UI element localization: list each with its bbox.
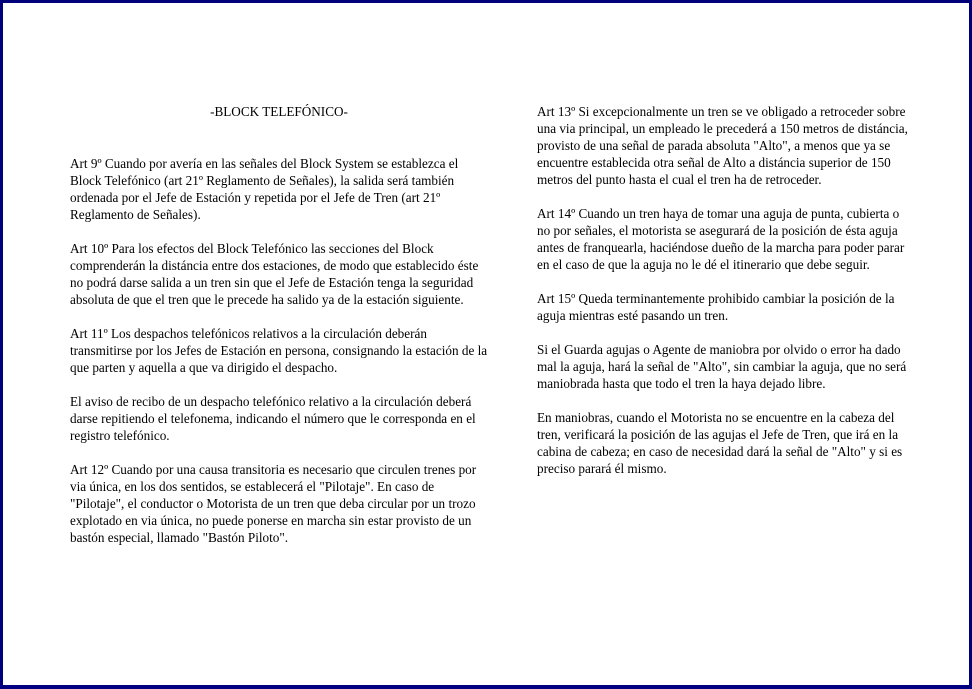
- paragraph-art-9: Art 9º Cuando por avería en las señales del Block System se establezca el Block Telefónico (art 21º Reglamento de Señales), la salida será también ordenada por el Jefe de Estación y repetida por el Jefe de Tren (art 21º Reglamento de Señales).: [70, 156, 459, 222]
- paragraph-art-10: Art 10º Para los efectos del Block Telefónico las secciones del Block comprenderán la distáncia entre dos estaciones, de modo que establecido éste no podrá darse salida a un tren sin que el Jefe de Estación tenga la seguridad absoluta de que el tren que le precede ha salido ya de la estación siguiente.: [70, 241, 479, 307]
- paragraph-art-13: Art 13º Si excepcionalmente un tren se ve obligado a retroceder sobre una via principal, un empleado le precederá a 150 metros de distáncia, provisto de una señal de parada absoluta "Alto", a menos que ya se encuentre establecida otra señal de Alto a distáncia superior de 150 metros del punto hasta el cual el tren ha de retroceder.: [537, 104, 908, 187]
- paragraph-art-12: Art 12º Cuando por una causa transitoria es necesario que circulen trenes por via única, en los dos sentidos, se establecerá el "Pilotaje". En caso de "Pilotaje", el conductor o Motorista de un tren que deba circular por un trozo explotado en via única, no puede ponerse en marcha sin estar provisto de un bastón especial, llamado "Bastón Piloto".: [70, 462, 477, 545]
- right-column: [537, 103, 912, 477]
- left-column: [70, 103, 488, 546]
- document-title: -BLOCK TELEFÓNICO-: [210, 104, 348, 119]
- paragraph-maniobras: En maniobras, cuando el Motorista no se encuentre en la cabeza del tren, verificará la posición de las agujas el Jefe de Tren, que irá en la cabina de cabeza; en caso de necesidad dará la señal de "Alto" y si es preciso parará él mismo.: [537, 410, 903, 476]
- paragraph-art-11: Art 11º Los despachos telefónicos relativos a la circulación deberán transmitirse por los Jefes de Estación en persona, consignando la estación de la que parten y aquella a que va dirigido el despacho.: [70, 326, 488, 375]
- paragraph-aviso-recibo: El aviso de recibo de un despacho telefónico relativo a la circulación deberá darse repitiendo el telefonema, indicando el número que le corresponda en el registro telefónico.: [70, 394, 476, 443]
- paragraph-guarda-agujas: Si el Guarda agujas o Agente de maniobra por olvido o error ha dado mal la aguja, hará la señal de "Alto", sin cambiar la aguja, que no será maniobrada hasta que todo el tren la haya dejado libre.: [537, 342, 907, 391]
- paragraph-art-14: Art 14º Cuando un tren haya de tomar una aguja de punta, cubierta o no por señales, el motorista se asegurará de la posición de ésta aguja antes de franquearla, haciéndose dueño de la marcha para poder parar en el caso de que la aguja no le dé el itinerario que debe seguir.: [537, 206, 905, 272]
- paragraph-art-15: Art 15º Queda terminantemente prohibido cambiar la posición de la aguja mientras esté pasando un tren.: [537, 291, 895, 323]
